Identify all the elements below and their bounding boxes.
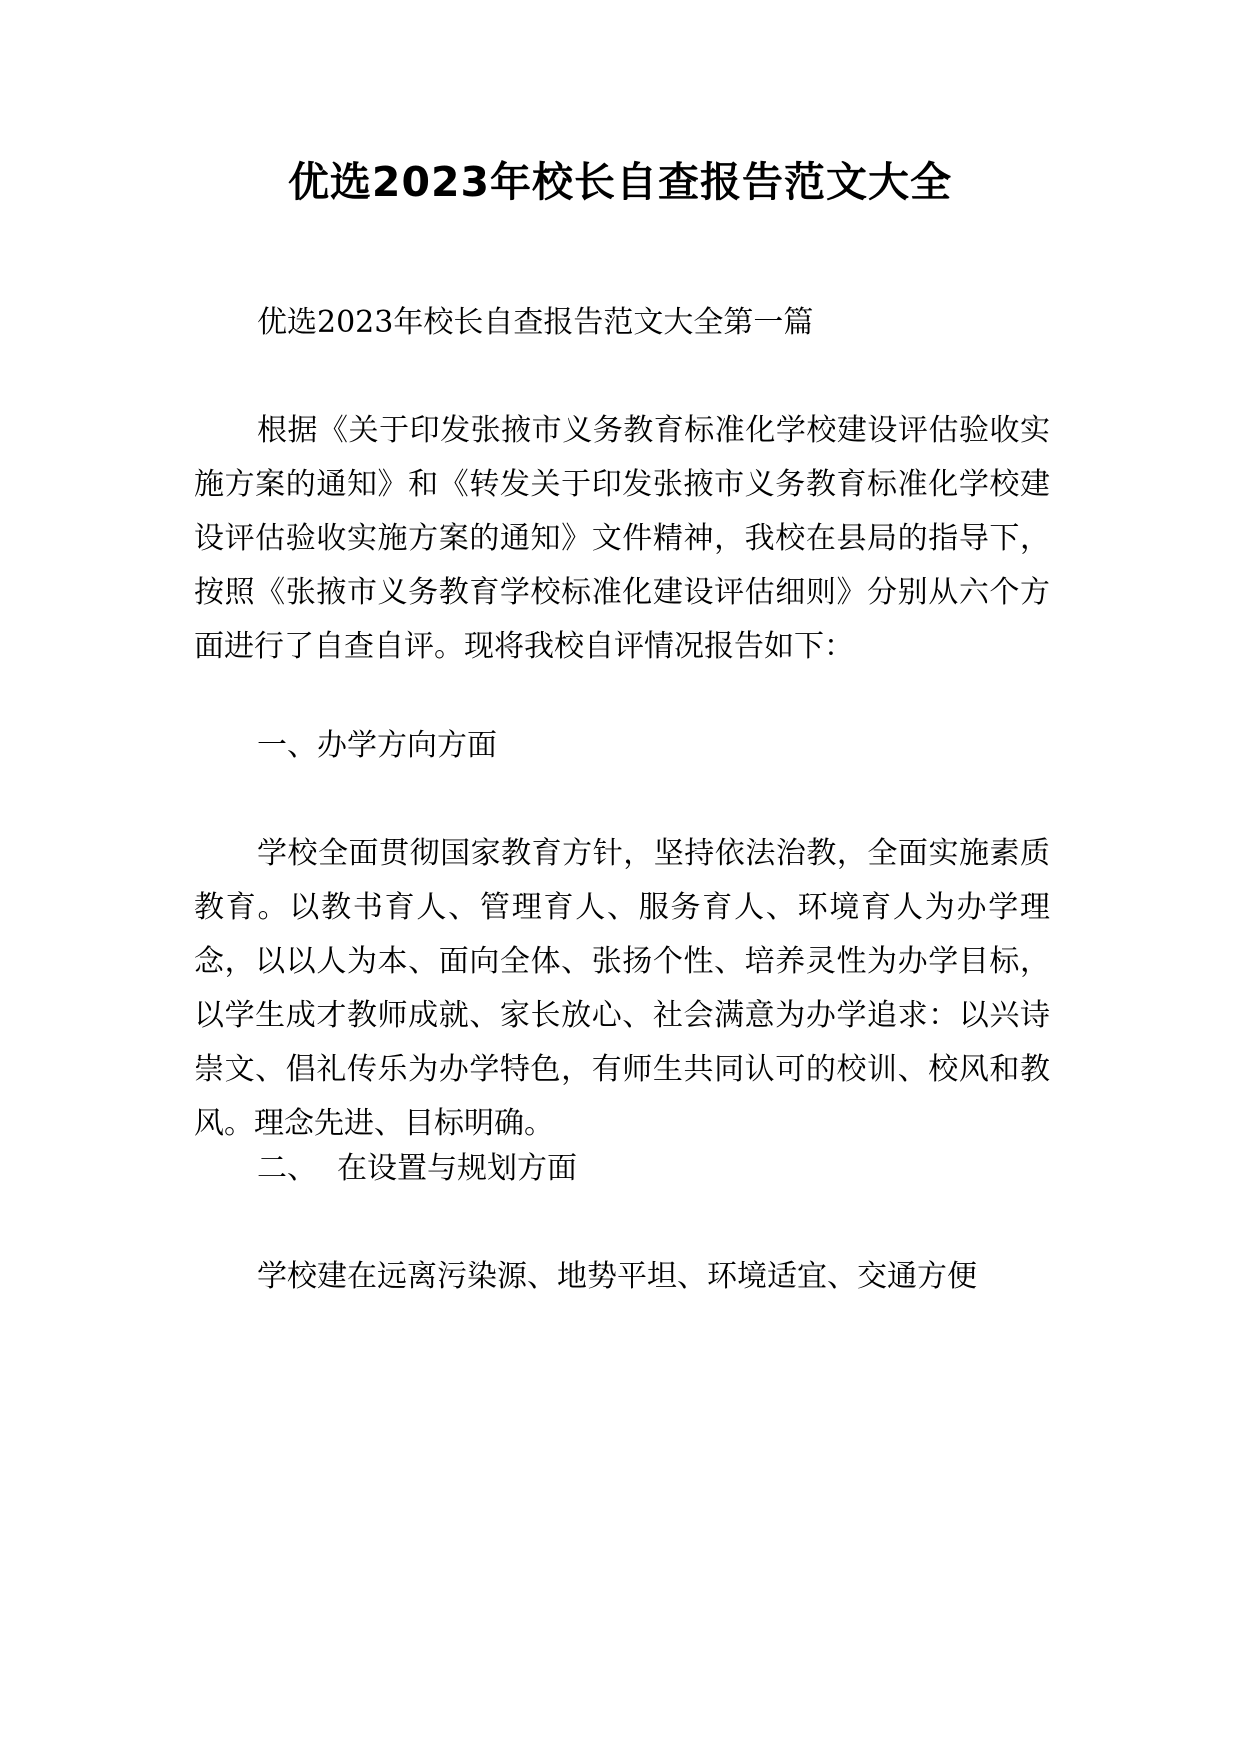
heading-setup-planning-number: 二、 <box>257 1151 317 1186</box>
paragraph-education-direction: 学校全面贯彻国家教育方针，坚持依法治教，全面实施素质教育。以教书育人、管理育人、服务育人、环境育人为办学理念，以以人为本、面向全体、张扬个性、培养灵性为办学目标，以学生成才教师成就、家长放心、社会满意为办学追求：以兴诗崇文、倡礼传乐为办学特色，有师生共同认可的校训、校风和教风。理念先进、目标明确。 <box>194 836 1050 1141</box>
intro-paragraph: 根据《关于印发张掖市义务教育标准化学校建设评估验收实施方案的通知》和《转发关于印发张掖市义务教育标准化学校建设评估验收实施方案的通知》文件精神，我校在县局的指导下，按照《张掖市义务教育学校标准化建设评估细则》分别从六个方面进行了自查自评。现将我校自评情况报告如下： <box>194 413 1050 664</box>
paragraph-setup-planning: 学校建在远离污染源、地势平坦、环境适宜、交通方便 <box>257 1259 977 1294</box>
heading-education-direction: 一、办学方向方面 <box>257 728 497 763</box>
section-title: 优选2023年校长自查报告范文大全第一篇 <box>257 305 814 340</box>
document-title: 优选2023年校长自查报告范文大全 <box>287 158 953 206</box>
heading-setup-planning-text: 在设置与规划方面 <box>337 1151 577 1186</box>
heading-setup-planning <box>257 1142 577 1196</box>
